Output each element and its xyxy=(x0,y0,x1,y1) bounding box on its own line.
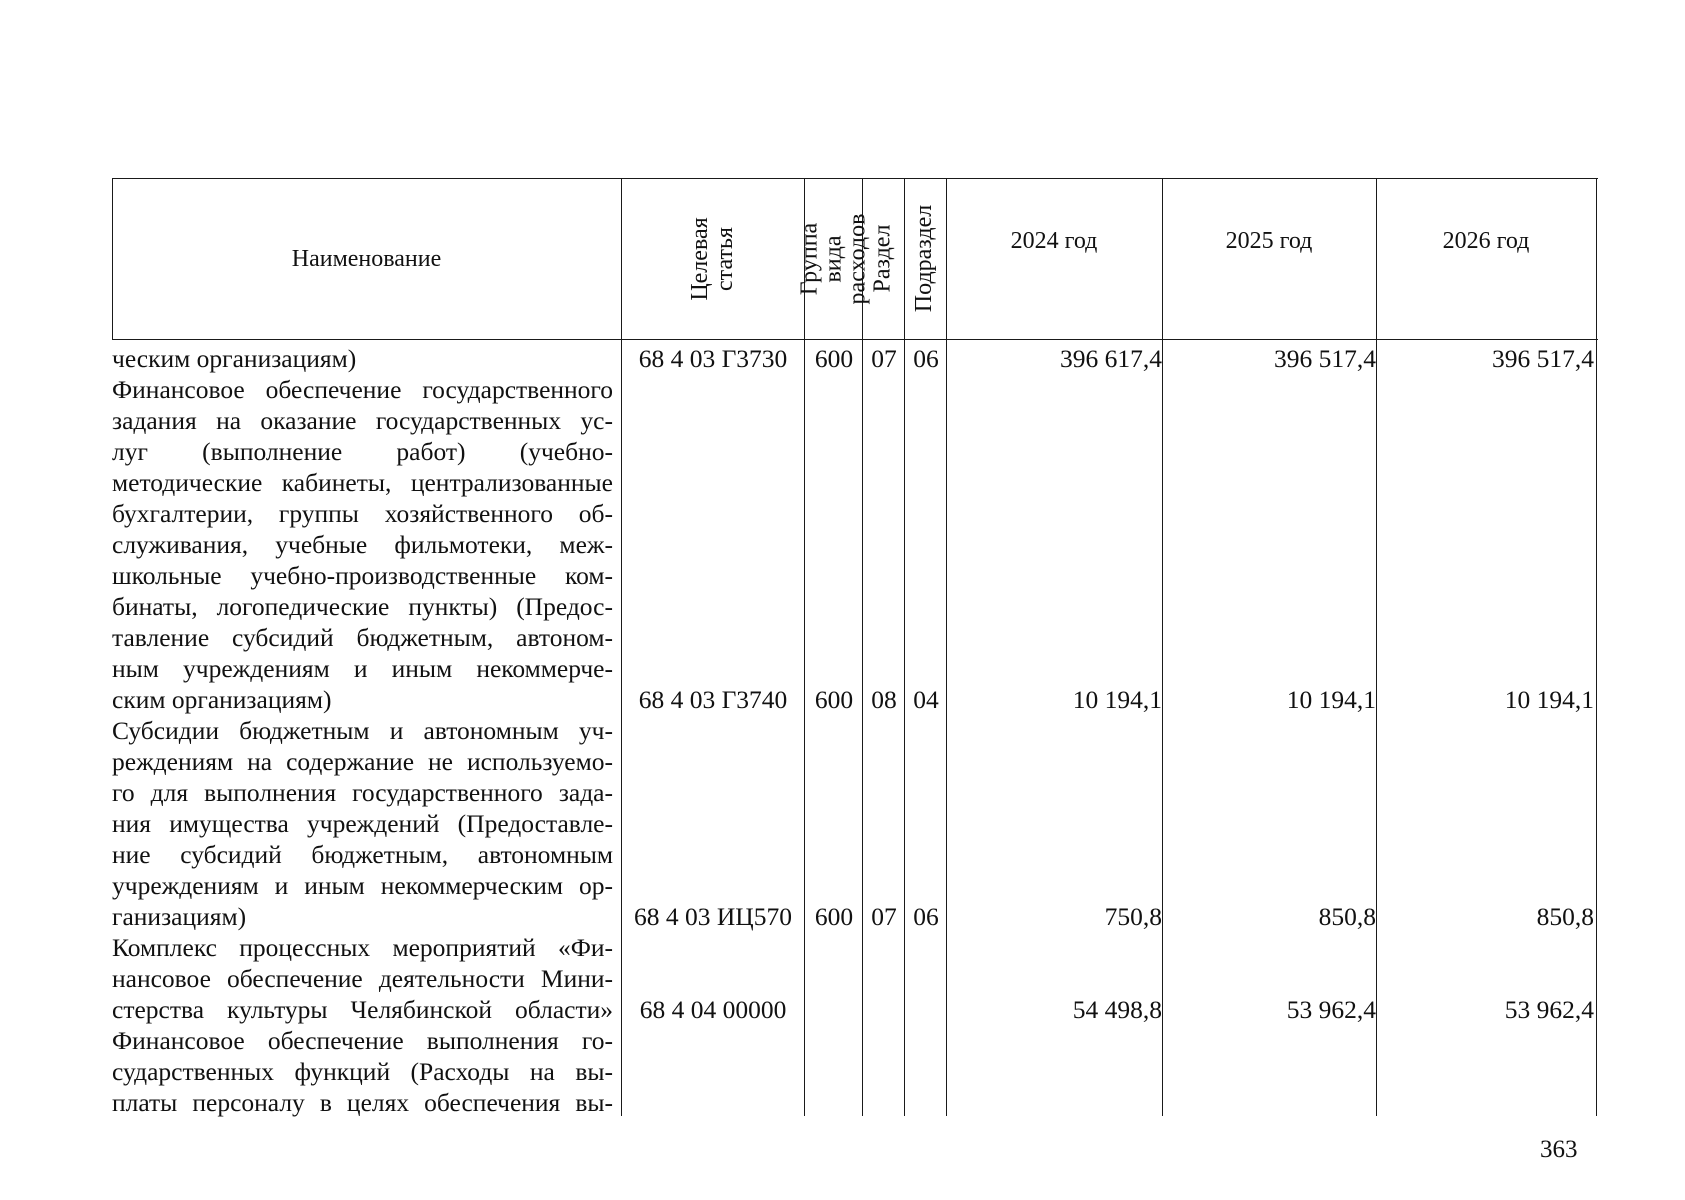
row-group: 600 xyxy=(814,685,854,714)
header-section xyxy=(862,178,904,339)
header-subsection-label: Подраздел xyxy=(911,204,938,313)
name-line: тавление субсидий бюджетным, автоном- xyxy=(112,623,613,652)
name-line: нансовое обеспечение деятельности Мини- xyxy=(112,964,613,993)
name-line: бинаты, логопедические пункты) (Предос- xyxy=(112,592,613,621)
name-line: сударственных функций (Расходы на вы- xyxy=(112,1057,613,1086)
row-2024: 54 498,8 xyxy=(1072,995,1162,1024)
row-2024: 750,8 xyxy=(1104,902,1162,931)
name-line: ческим организациям) xyxy=(112,344,357,373)
row-2026: 10 194,1 xyxy=(1504,685,1594,714)
name-line: луг (выполнение работ) (учебно- xyxy=(112,437,613,466)
header-2026 xyxy=(1376,178,1596,339)
header-target-article xyxy=(621,178,804,339)
row-subsection: 06 xyxy=(913,902,939,931)
name-line: го для выполнения государственного зада- xyxy=(112,778,613,807)
name-line: Финансовое обеспечение государственного xyxy=(112,375,613,404)
row-2025: 53 962,4 xyxy=(1286,995,1376,1024)
header-2024 xyxy=(946,178,1162,339)
row-code: 68 4 03 ИЦ570 xyxy=(634,902,792,931)
name-line: учреждениям и иным некоммерческим ор- xyxy=(112,871,613,900)
name-line: бухгалтерии, группы хозяйственного об- xyxy=(112,499,613,528)
header-2026-label: 2026 год xyxy=(1442,228,1530,254)
header-name-label: Наименование xyxy=(291,245,442,272)
name-column-text xyxy=(112,343,613,1118)
header-expense-group xyxy=(796,178,871,339)
name-line: Финансовое обеспечение выполнения го- xyxy=(112,1026,613,1055)
name-line: платы персоналу в целях обеспечения вы- xyxy=(112,1088,613,1117)
name-line: ным учреждениям и иным некоммерче- xyxy=(112,654,613,683)
name-line: ским организациям) xyxy=(112,685,332,714)
header-2025-label: 2025 год xyxy=(1225,228,1313,254)
row-2025: 396 517,4 xyxy=(1274,344,1376,373)
name-line: методические кабинеты, централизованные xyxy=(112,468,613,497)
row-section: 07 xyxy=(871,902,897,931)
row-2026: 396 517,4 xyxy=(1492,344,1594,373)
name-line: задания на оказание государственных ус- xyxy=(112,406,613,435)
row-subsection: 06 xyxy=(913,344,939,373)
row-section: 08 xyxy=(871,685,897,714)
name-line: ганизациям) xyxy=(112,902,247,931)
row-code: 68 4 04 00000 xyxy=(639,995,787,1024)
row-2024: 10 194,1 xyxy=(1072,685,1162,714)
col-border-right xyxy=(1596,178,1597,1116)
page-number: 363 xyxy=(1540,1136,1578,1163)
name-line: реждениям на содержание не используемо- xyxy=(112,747,613,776)
row-2025: 10 194,1 xyxy=(1286,685,1376,714)
row-subsection: 04 xyxy=(913,685,939,714)
row-2026: 850,8 xyxy=(1536,902,1594,931)
row-2025: 850,8 xyxy=(1318,902,1376,931)
row-section: 07 xyxy=(871,344,897,373)
name-line: стерства культуры Челябинской области» xyxy=(112,995,613,1024)
header-subsection xyxy=(904,178,946,339)
row-2024: 396 617,4 xyxy=(1060,344,1162,373)
name-line: школьные учебно-производственные ком- xyxy=(112,561,613,590)
header-section-label: Раздел xyxy=(869,224,896,293)
header-2025 xyxy=(1162,178,1376,339)
row-code: 68 4 03 Г3730 xyxy=(638,344,788,373)
header-2024-label: 2024 год xyxy=(1010,228,1098,254)
name-line: Комплекс процессных мероприятий «Фи- xyxy=(112,933,613,962)
row-2026: 53 962,4 xyxy=(1504,995,1594,1024)
header-expense-group-label: Группа вида расходов xyxy=(796,213,871,304)
name-line: служивания, учебные фильмотеки, меж- xyxy=(112,530,613,559)
header-name xyxy=(112,178,621,339)
name-line: ния имущества учреждений (Предоставле- xyxy=(112,809,613,838)
row-code: 68 4 03 Г3740 xyxy=(638,685,788,714)
row-group: 600 xyxy=(814,902,854,931)
header-target-article-label: Целевая статья xyxy=(686,216,738,301)
row-group: 600 xyxy=(814,344,854,373)
name-line: ние субсидий бюджетным, автономным xyxy=(112,840,613,869)
name-line: Субсидии бюджетным и автономным уч- xyxy=(112,716,613,745)
